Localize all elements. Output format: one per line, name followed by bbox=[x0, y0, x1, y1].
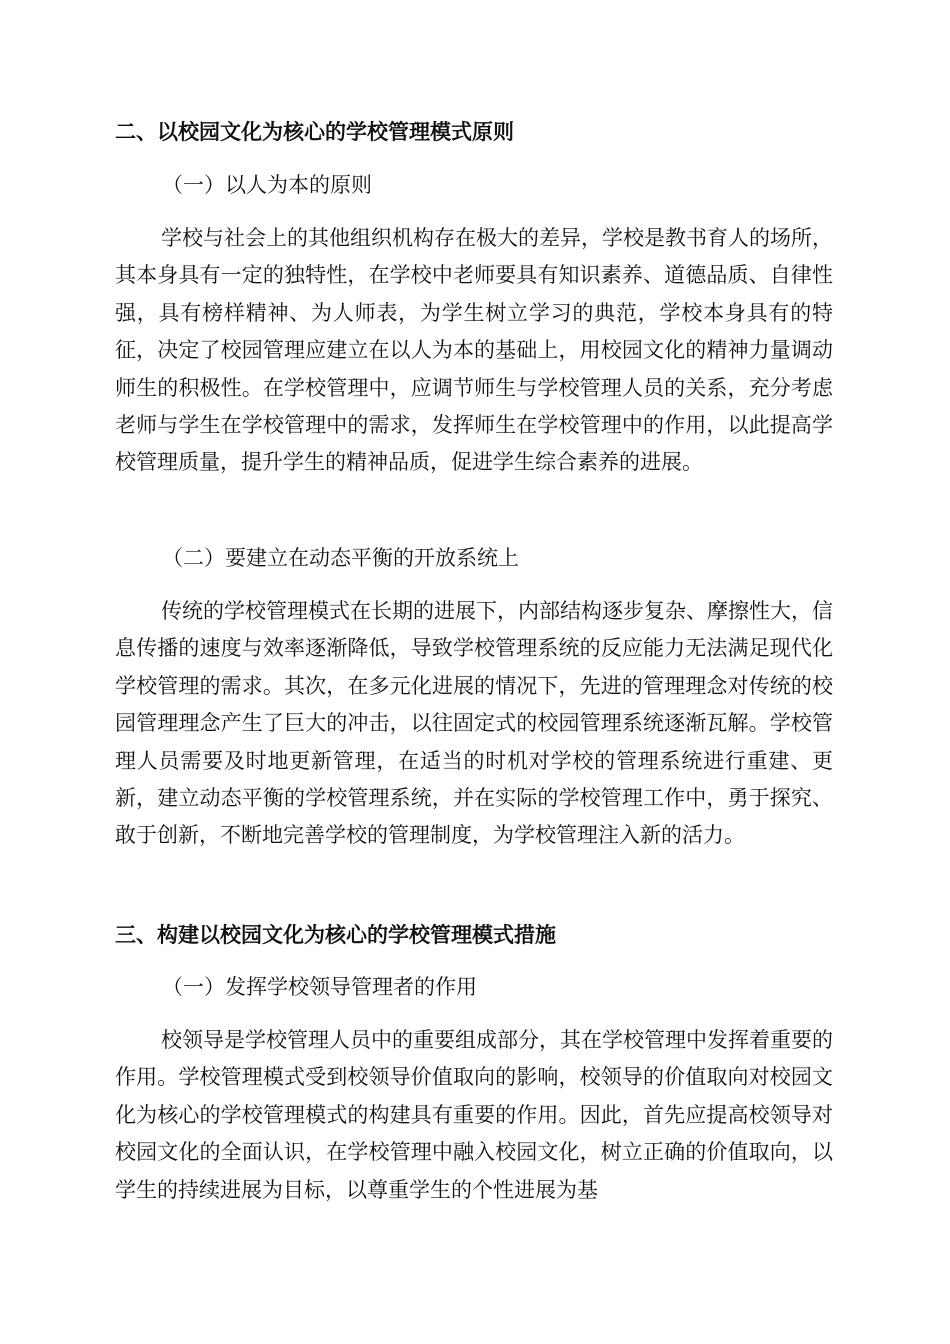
paragraph-2-2: 传统的学校管理模式在长期的进展下，内部结构逐步复杂、摩擦性大，信息传播的速度与效率逐渐降低，导致学校管理系统的反应能力无法满足现代化学校管理的需求。其次，在多元化进展的情况下，先进的管理理念对传统的校园管理理念产生了巨大的冲击，以往固定式的校园管理系统逐渐瓦解。学校管理人员需要及时地更新管理，在适当的时机对学校的管理系统进行重建、更新，建立动态平衡的学校管理系统，并在实际的学校管理工作中，勇于探究、敢于创新，不断地完善学校的管理制度，为学校管理注入新的活力。 bbox=[115, 599, 833, 848]
subsection-title-3-1: （一）发挥学校领导管理者的作用 bbox=[162, 975, 477, 999]
section-heading-3: 三、构建以校园文化为核心的学校管理模式措施 bbox=[115, 922, 556, 947]
section-heading-2: 二、以校园文化为核心的学校管理模式原则 bbox=[115, 119, 514, 144]
subsection-title-2-2: （二）要建立在动态平衡的开放系统上 bbox=[162, 546, 519, 570]
paragraph-3-1: 校领导是学校管理人员中的重要组成部分，其在学校管理中发挥着重要的作用。学校管理模式受到校领导价值取向的影响，校领导的价值取向对校园文化为核心的学校管理模式的构建具有重要的作用。因此，首先应提高校领导对校园文化的全面认识，在学校管理中融入校园文化，树立正确的价值取向，以学生的持续进展为目标，以尊重学生的个性进展为基 bbox=[115, 1028, 833, 1202]
subsection-title-2-1: （一）以人为本的原则 bbox=[162, 173, 372, 197]
paragraph-2-1: 学校与社会上的其他组织机构存在极大的差异，学校是教书育人的场所，其本身具有一定的独特性，在学校中老师要具有知识素养、道德品质、自律性强，具有榜样精神、为人师表，为学生树立学习的典范，学校本身具有的特征，决定了校园管理应建立在以人为本的基础上，用校园文化的精神力量调动师生的积极性。在学校管理中，应调节师生与学校管理人员的关系，充分考虑老师与学生在学校管理中的需求，发挥师生在学校管理中的作用，以此提高学校管理质量，提升学生的精神品质，促进学生综合素养的进展。 bbox=[115, 226, 833, 475]
